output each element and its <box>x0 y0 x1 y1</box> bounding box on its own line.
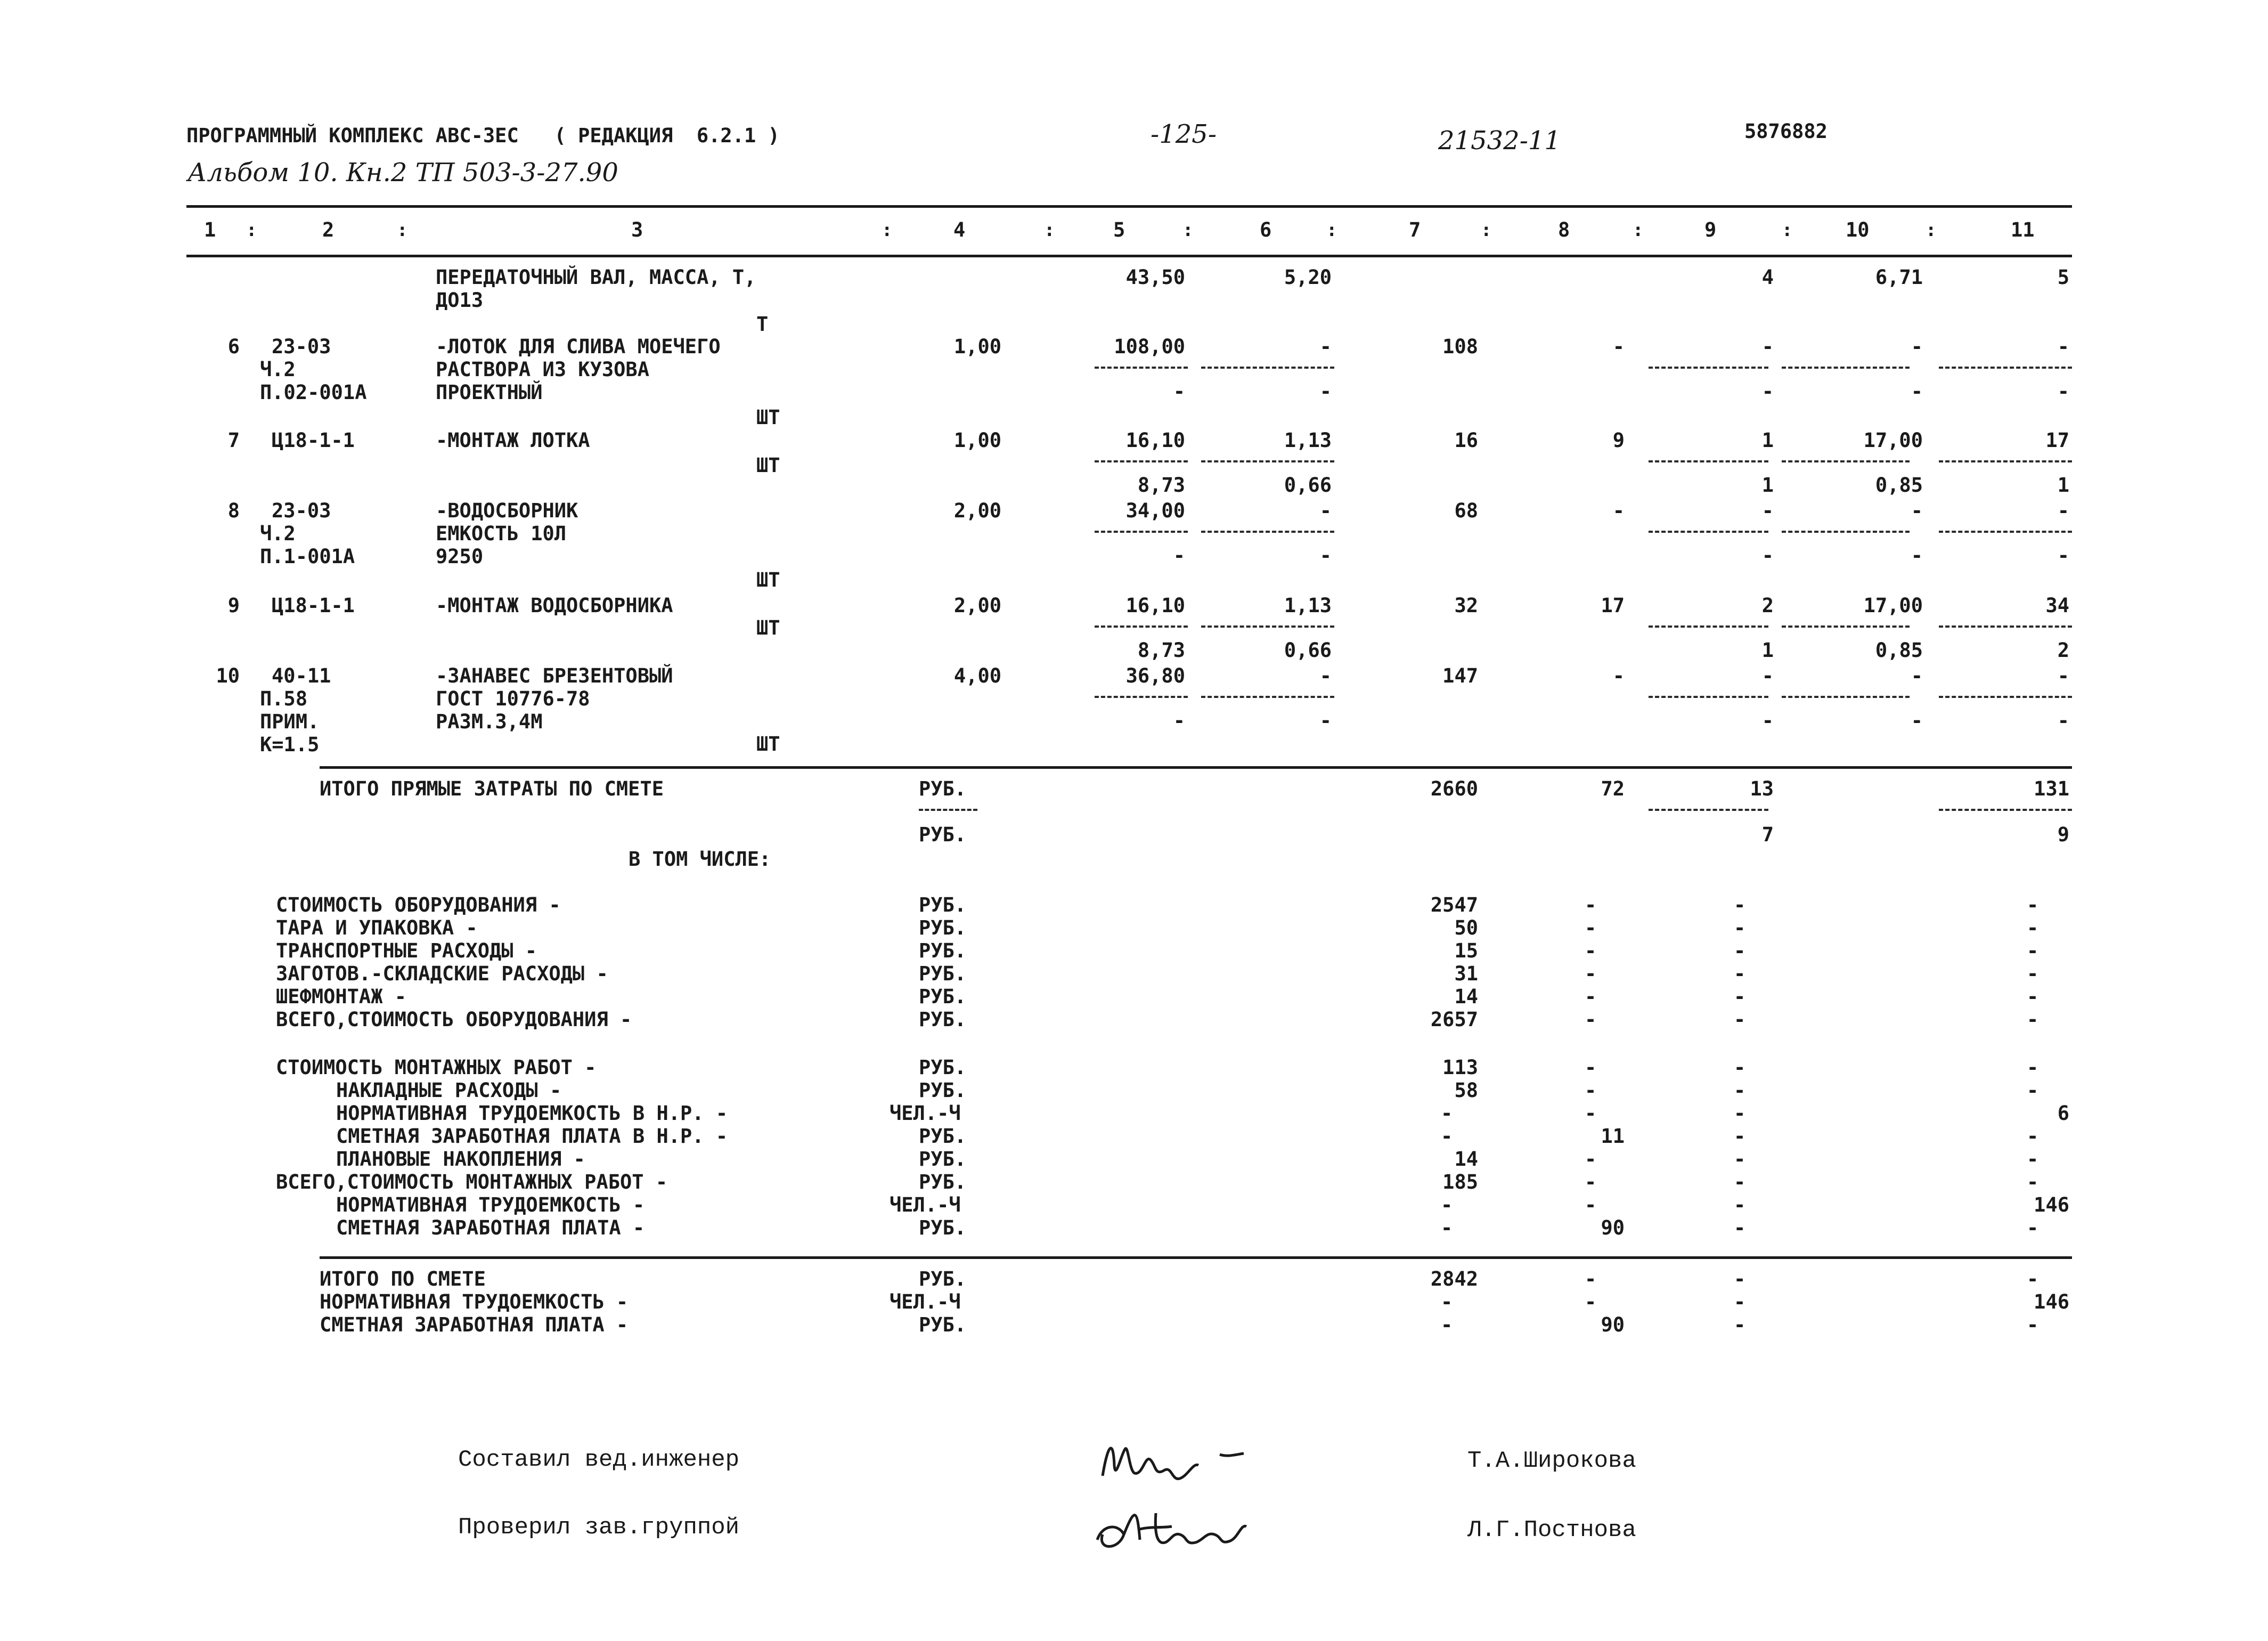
row-unit: ШТ <box>756 454 780 477</box>
summary-col-9: - <box>1734 893 1746 916</box>
cell-col-6: - <box>1319 664 1332 687</box>
cell-col-4: 2,00 <box>953 594 1001 617</box>
summary-label: ВСЕГО,СТОИМОСТЬ ОБОРУДОВАНИЯ - <box>276 1008 632 1031</box>
summary-unit: РУБ. <box>919 1313 967 1336</box>
cell-col-9-second: 1 <box>1761 639 1774 662</box>
cell-col-7: 32 <box>1454 594 1478 617</box>
summary-col-8: - <box>1585 985 1597 1008</box>
program-header: ПРОГРАММНЫЙ КОМПЛЕКС АВС-3ЕС ( РЕДАКЦИЯ 6.2.1 ) <box>186 124 780 147</box>
summary-unit: РУБ. <box>919 985 967 1008</box>
cell-col-4: 2,00 <box>953 499 1001 522</box>
column-separator: : <box>1926 220 1937 241</box>
summary-col-7: 15 <box>1454 939 1478 962</box>
cell-col-10-second: - <box>1911 544 1923 567</box>
row-number: 6 <box>227 335 240 358</box>
summary-col-7: - <box>1441 1313 1453 1336</box>
cell-col-5: 16,10 <box>1125 594 1185 617</box>
cell-col-10-second: - <box>1911 380 1923 403</box>
cell-divider <box>1782 696 1910 698</box>
summary-unit: РУБ. <box>919 962 967 985</box>
row-unit: Т <box>756 313 769 336</box>
cell-divider <box>1939 809 2072 811</box>
row-number: 8 <box>227 499 240 522</box>
cell-col-8: 17 <box>1601 594 1625 617</box>
summary-unit: РУБ. <box>919 1148 967 1171</box>
summary-col-11: 146 <box>2034 1193 2069 1216</box>
summary-col-7: 113 <box>1442 1056 1478 1079</box>
cell-col-10-second: - <box>1911 709 1923 732</box>
summary-col-9: - <box>1734 1171 1746 1193</box>
summary-col-8: - <box>1585 1290 1597 1313</box>
summary-col-11: - <box>2027 1313 2039 1336</box>
summary-col-8: - <box>1585 1079 1597 1102</box>
cell-col-10: - <box>1911 664 1923 687</box>
row-code: Ц18-1-1 <box>272 594 355 617</box>
column-number: 5 <box>1113 218 1125 241</box>
summary-col-7: 2547 <box>1430 893 1478 916</box>
column-number: 3 <box>631 218 643 241</box>
cell-divider <box>1939 625 2072 628</box>
summary-label: НОРМАТИВНАЯ ТРУДОЕМКОСТЬ В Н.Р. - <box>336 1102 728 1125</box>
summary-col-8: - <box>1585 1102 1597 1125</box>
summary-col-9: - <box>1734 1079 1746 1102</box>
cell-col-10: - <box>1911 499 1923 522</box>
summary-label: СТОИМОСТЬ МОНТАЖНЫХ РАБОТ - <box>276 1056 597 1079</box>
cell-col-9: - <box>1761 664 1774 687</box>
cell-col-4: 4,00 <box>953 664 1001 687</box>
row-code: К=1.5 <box>260 733 320 756</box>
cell-col-9: 2 <box>1761 594 1774 617</box>
summary-label: НОРМАТИВНАЯ ТРУДОЕМКОСТЬ - <box>336 1193 645 1216</box>
cell-divider <box>1649 625 1768 628</box>
summary-col-7: - <box>1441 1193 1453 1216</box>
column-number: 9 <box>1704 218 1717 241</box>
column-number: 11 <box>2011 218 2035 241</box>
summary-unit: ЧЕЛ.-Ч <box>890 1102 961 1125</box>
summary-col-7: 58 <box>1454 1079 1478 1102</box>
row-unit: ШТ <box>756 406 780 429</box>
signature-shirokova <box>1092 1433 1284 1492</box>
cell-divider <box>1201 367 1334 369</box>
cell-divider <box>1649 367 1768 369</box>
summary-col-7: 14 <box>1454 1148 1478 1171</box>
summary-col-8: - <box>1585 1193 1597 1216</box>
summary-col-7: - <box>1441 1125 1453 1148</box>
cell-col-7: 108 <box>1442 335 1478 358</box>
cell-divider <box>1095 625 1188 628</box>
summary-col-8: - <box>1585 1056 1597 1079</box>
cell-col-11-second: 2 <box>2057 639 2069 662</box>
summary-label: ИТОГО ПО СМЕТЕ <box>320 1268 486 1290</box>
summary-col-11: - <box>2027 939 2039 962</box>
cell-col-5: 34,00 <box>1125 499 1185 522</box>
column-number: 6 <box>1260 218 1272 241</box>
column-separator: : <box>882 220 893 241</box>
column-separator: : <box>1782 220 1793 241</box>
summary-col-9: - <box>1734 1268 1746 1290</box>
row-code: П.02-001А <box>260 381 367 404</box>
column-separator: : <box>1044 220 1055 241</box>
summary-col-9: - <box>1734 1193 1746 1216</box>
summary-col-11: 146 <box>2034 1290 2069 1313</box>
summary-unit: РУБ. <box>919 939 967 962</box>
cell-col-11-second: - <box>2057 709 2069 732</box>
serial-number: 5876882 <box>1744 120 1828 143</box>
summary-label: СМЕТНАЯ ЗАРАБОТНАЯ ПЛАТА В Н.Р. - <box>336 1125 728 1148</box>
row-code: 23-03 <box>272 499 331 522</box>
cell-col-5: 108,00 <box>1114 335 1185 358</box>
cell-divider <box>1649 460 1768 462</box>
summary-unit: РУБ. <box>919 1056 967 1079</box>
cell-divider <box>1201 625 1334 628</box>
cell-divider <box>1782 460 1910 462</box>
cell-col-6-second: 0,66 <box>1284 639 1332 662</box>
column-number: 2 <box>322 218 335 241</box>
summary-col-8: - <box>1585 893 1597 916</box>
row-name: ЕМКОСТЬ 10Л <box>436 522 567 545</box>
summary-col-9: - <box>1734 985 1746 1008</box>
totals-unit: РУБ. <box>919 777 967 800</box>
summary-col-11: - <box>2027 1008 2039 1031</box>
album-title: Альбом 10. Кн.2 ТП 503-3-27.90 <box>187 158 618 188</box>
cell-col-8: 9 <box>1612 429 1625 452</box>
cell-divider <box>1649 531 1768 533</box>
cell-col-11: - <box>2057 499 2069 522</box>
summary-col-7: 185 <box>1442 1171 1478 1193</box>
summary-label: СМЕТНАЯ ЗАРАБОТНАЯ ПЛАТА - <box>336 1216 645 1239</box>
cell-col-6: 1,13 <box>1284 594 1332 617</box>
summary-col-11: - <box>2027 1148 2039 1171</box>
summary-label: ТАРА И УПАКОВКА - <box>276 916 478 939</box>
cell-col-9: 1 <box>1761 429 1774 452</box>
summary-col-9: - <box>1734 1008 1746 1031</box>
cell-divider <box>1095 367 1188 369</box>
row-number: 7 <box>227 429 240 452</box>
summary-col-9: - <box>1734 1056 1746 1079</box>
cell-col-8: - <box>1612 664 1625 687</box>
cell-col-11-second: - <box>2057 380 2069 403</box>
including-label: В ТОМ ЧИСЛЕ: <box>629 848 771 871</box>
row-name: ДО13 <box>436 289 484 312</box>
cell-col-9: 4 <box>1761 266 1774 289</box>
cell-col-5-second: 8,73 <box>1137 639 1185 662</box>
summary-col-11: - <box>2027 985 2039 1008</box>
summary-label: НАКЛАДНЫЕ РАСХОДЫ - <box>336 1079 562 1102</box>
row-name: ГОСТ 10776-78 <box>436 687 590 710</box>
cell-col-7: 16 <box>1454 429 1478 452</box>
summary-unit: РУБ. <box>919 893 967 916</box>
summary-col-9: - <box>1734 916 1746 939</box>
summary-col-11: - <box>2027 1216 2039 1239</box>
column-separator: : <box>1481 220 1492 241</box>
cell-col-6-second: - <box>1319 709 1332 732</box>
summary-unit: РУБ. <box>919 1216 967 1239</box>
column-number: 10 <box>1846 218 1870 241</box>
summary-label: СМЕТНАЯ ЗАРАБОТНАЯ ПЛАТА - <box>320 1313 629 1336</box>
row-code: 23-03 <box>272 335 331 358</box>
row-unit: ШТ <box>756 616 780 639</box>
column-separator: : <box>1182 220 1194 241</box>
cell-col-6: - <box>1319 335 1332 358</box>
summary-unit: РУБ. <box>919 1268 967 1290</box>
summary-col-11: 6 <box>2057 1102 2069 1125</box>
summary-unit: РУБ. <box>919 1008 967 1031</box>
summary-col-7: 2657 <box>1430 1008 1478 1031</box>
cell-col-5: 36,80 <box>1125 664 1185 687</box>
cell-divider <box>1649 696 1768 698</box>
summary-label: СТОИМОСТЬ ОБОРУДОВАНИЯ - <box>276 893 561 916</box>
cell-col-7: 68 <box>1454 499 1478 522</box>
cell-col-9: - <box>1761 335 1774 358</box>
row-name: РАЗМ.3,4М <box>436 710 543 733</box>
cell-col-9-second: - <box>1761 709 1774 732</box>
column-number: 4 <box>953 218 966 241</box>
summary-col-8: 90 <box>1601 1216 1625 1239</box>
cell-col-10: 6,71 <box>1875 266 1923 289</box>
cell-col-5-second: - <box>1173 544 1185 567</box>
cell-col-7: 147 <box>1442 664 1478 687</box>
row-code: П.1-001А <box>260 545 355 568</box>
totals-col-11-second: 9 <box>2057 823 2069 846</box>
cell-divider <box>1939 367 2072 369</box>
row-code: Ц18-1-1 <box>272 429 355 452</box>
cell-col-11: 34 <box>2045 594 2069 617</box>
unit-divider <box>919 809 977 811</box>
row-name: ПРОЕКТНЫЙ <box>436 381 543 404</box>
summary-label: ШЕФМОНТАЖ - <box>276 985 407 1008</box>
summary-col-9: - <box>1734 1290 1746 1313</box>
row-name: -ЛОТОК ДЛЯ СЛИВА МОЕЧЕГО <box>436 335 721 358</box>
summary-col-11: - <box>2027 1125 2039 1148</box>
cell-col-4: 1,00 <box>953 429 1001 452</box>
row-code: 40-11 <box>272 664 331 687</box>
summary-col-9: - <box>1734 1102 1746 1125</box>
row-code: Ч.2 <box>260 358 296 381</box>
summary-col-9: - <box>1734 939 1746 962</box>
cell-col-5: 16,10 <box>1125 429 1185 452</box>
cell-col-6-second: - <box>1319 544 1332 567</box>
row-name: -МОНТАЖ ЛОТКА <box>436 429 590 452</box>
cell-col-9: - <box>1761 499 1774 522</box>
cell-col-10-second: 0,85 <box>1875 639 1923 662</box>
cell-col-9-second: - <box>1761 544 1774 567</box>
summary-unit: РУБ. <box>919 1125 967 1148</box>
summary-label: ВСЕГО,СТОИМОСТЬ МОНТАЖНЫХ РАБОТ - <box>276 1171 668 1193</box>
summary-col-7: 50 <box>1454 916 1478 939</box>
summary-col-8: 11 <box>1601 1125 1625 1148</box>
summary-label: ТРАНСПОРТНЫЕ РАСХОДЫ - <box>276 939 537 962</box>
table-top-rule <box>186 205 2072 208</box>
composed-by-name: Т.А.Широкова <box>1467 1448 1636 1474</box>
summary-col-7: - <box>1441 1290 1453 1313</box>
cell-col-5-second: - <box>1173 709 1185 732</box>
summary-label: ЗАГОТОВ.-СКЛАДСКИЕ РАСХОДЫ - <box>276 962 608 985</box>
summary-col-8: - <box>1585 916 1597 939</box>
column-number: 1 <box>204 218 216 241</box>
cell-col-11-second: 1 <box>2057 474 2069 497</box>
cell-divider <box>1939 460 2072 462</box>
totals-unit-second: РУБ. <box>919 823 967 846</box>
cell-col-11: 5 <box>2057 266 2069 289</box>
summary-unit: ЧЕЛ.-Ч <box>890 1193 961 1216</box>
summary-col-9: - <box>1734 1125 1746 1148</box>
cell-col-6: 1,13 <box>1284 429 1332 452</box>
summary-col-11: - <box>2027 893 2039 916</box>
summary-label: ПЛАНОВЫЕ НАКОПЛЕНИЯ - <box>336 1148 585 1171</box>
cell-col-10: 17,00 <box>1863 594 1923 617</box>
summary-col-7: - <box>1441 1216 1453 1239</box>
cell-divider <box>1095 531 1188 533</box>
summary-col-8: - <box>1585 939 1597 962</box>
cell-divider <box>1782 367 1910 369</box>
summary-col-11: - <box>2027 962 2039 985</box>
row-code: П.58 <box>260 687 308 710</box>
column-number: 7 <box>1409 218 1421 241</box>
totals-col-8: 72 <box>1601 777 1625 800</box>
cell-col-10: 17,00 <box>1863 429 1923 452</box>
cell-divider <box>1201 531 1334 533</box>
summary-unit: РУБ. <box>919 1171 967 1193</box>
totals-col-9: 13 <box>1750 777 1774 800</box>
summary-col-11: - <box>2027 1171 2039 1193</box>
checked-by-name: Л.Г.Постнова <box>1467 1517 1636 1543</box>
column-separator: : <box>397 220 408 241</box>
cell-col-5-second: 8,73 <box>1137 474 1185 497</box>
column-separator: : <box>246 220 257 241</box>
summary-col-9: - <box>1734 1148 1746 1171</box>
cell-divider <box>1201 696 1334 698</box>
totals-col-7: 2660 <box>1430 777 1478 800</box>
row-number: 9 <box>227 594 240 617</box>
column-separator: : <box>1326 220 1337 241</box>
summary-col-11: - <box>2027 916 2039 939</box>
row-code: Ч.2 <box>260 522 296 545</box>
page-number: -125- <box>1151 119 1217 149</box>
cell-col-6-second: - <box>1319 380 1332 403</box>
summary-col-8: - <box>1585 962 1597 985</box>
column-separator: : <box>1633 220 1644 241</box>
summary-col-11: - <box>2027 1079 2039 1102</box>
summary-col-7: 31 <box>1454 962 1478 985</box>
summary-col-11: - <box>2027 1056 2039 1079</box>
grand-total-rule <box>320 1256 2072 1259</box>
cell-col-6-second: 0,66 <box>1284 474 1332 497</box>
cell-col-6: - <box>1319 499 1332 522</box>
cell-col-11: 17 <box>2045 429 2069 452</box>
cell-divider <box>1939 531 2072 533</box>
row-name: -ЗАНАВЕС БРЕЗЕНТОВЫЙ <box>436 664 673 687</box>
summary-col-8: - <box>1585 1268 1597 1290</box>
cell-col-9-second: - <box>1761 380 1774 403</box>
column-number: 8 <box>1558 218 1570 241</box>
cell-divider <box>1782 625 1910 628</box>
summary-col-7: 14 <box>1454 985 1478 1008</box>
cell-col-8: - <box>1612 335 1625 358</box>
summary-unit: ЧЕЛ.-Ч <box>890 1290 961 1313</box>
cell-col-11: - <box>2057 335 2069 358</box>
summary-col-8: - <box>1585 1148 1597 1171</box>
cell-divider <box>1649 809 1768 811</box>
totals-rule <box>320 766 2072 769</box>
summary-col-8: - <box>1585 1008 1597 1031</box>
row-unit: ШТ <box>756 568 780 591</box>
cell-col-5: 43,50 <box>1125 266 1185 289</box>
row-unit: ШТ <box>756 733 780 755</box>
table-header-rule <box>186 255 2072 257</box>
summary-col-8: 90 <box>1601 1313 1625 1336</box>
summary-col-9: - <box>1734 1216 1746 1239</box>
summary-unit: РУБ. <box>919 916 967 939</box>
row-number: 10 <box>216 664 240 687</box>
summary-col-9: - <box>1734 962 1746 985</box>
cell-col-4: 1,00 <box>953 335 1001 358</box>
cell-divider <box>1095 460 1188 462</box>
cell-divider <box>1201 460 1334 462</box>
cell-col-8: - <box>1612 499 1625 522</box>
checked-by-label: Проверил зав.группой <box>458 1514 740 1541</box>
cell-col-9-second: 1 <box>1761 474 1774 497</box>
cell-col-10: - <box>1911 335 1923 358</box>
totals-label: ИТОГО ПРЯМЫЕ ЗАТРАТЫ ПО СМЕТЕ <box>320 777 664 800</box>
cell-col-6: 5,20 <box>1284 266 1332 289</box>
cell-divider <box>1782 531 1910 533</box>
summary-col-8: - <box>1585 1171 1597 1193</box>
summary-label: НОРМАТИВНАЯ ТРУДОЕМКОСТЬ - <box>320 1290 629 1313</box>
signature-postnova <box>1087 1502 1289 1561</box>
row-name: -ВОДОСБОРНИК <box>436 499 578 522</box>
summary-col-7: - <box>1441 1102 1453 1125</box>
cell-col-5-second: - <box>1173 380 1185 403</box>
row-name: 9250 <box>436 545 484 568</box>
composed-by-label: Составил вед.инженер <box>458 1447 740 1473</box>
document-code: 21532-11 <box>1438 126 1561 156</box>
summary-unit: РУБ. <box>919 1079 967 1102</box>
cell-col-10-second: 0,85 <box>1875 474 1923 497</box>
summary-col-9: - <box>1734 1313 1746 1336</box>
totals-col-9-second: 7 <box>1761 823 1774 846</box>
totals-col-11: 131 <box>2034 777 2069 800</box>
cell-divider <box>1939 696 2072 698</box>
row-name: РАСТВОРА ИЗ КУЗОВА <box>436 358 649 381</box>
summary-col-7: 2842 <box>1430 1268 1478 1290</box>
row-name: ПЕРЕДАТОЧНЫЙ ВАЛ, МАССА, Т, <box>436 266 756 289</box>
cell-col-11: - <box>2057 664 2069 687</box>
cell-divider <box>1095 696 1188 698</box>
summary-col-11: - <box>2027 1268 2039 1290</box>
row-name: -МОНТАЖ ВОДОСБОРНИКА <box>436 594 673 617</box>
cell-col-11-second: - <box>2057 544 2069 567</box>
row-code: ПРИМ. <box>260 710 320 733</box>
